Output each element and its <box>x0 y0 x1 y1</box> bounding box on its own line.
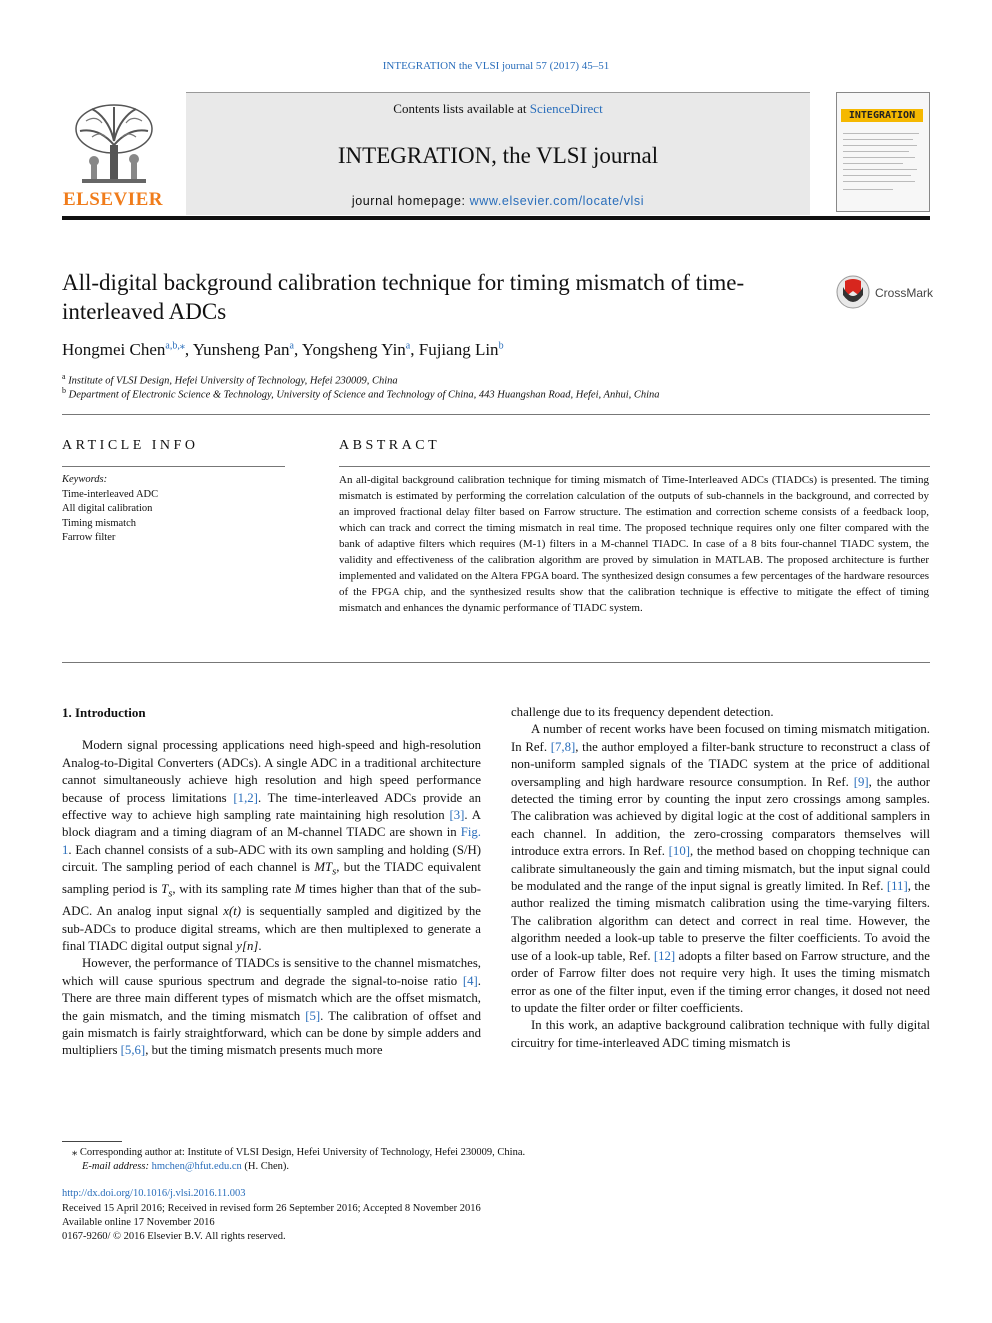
section-heading: 1. Introduction <box>62 705 146 720</box>
cover-line <box>843 139 913 140</box>
paragraph: However, the performance of TIADCs is sensitive to the channel mismatches, which will cause spurious spectrum and degrade the signal-to-noise ratio [4]. There are three main different types of mismatch which are the offset mismatch, the gain mismatch, and the timing mismatch [5]. The calibration of offset and gain mismatch is fairly straightforward, which can be done by simple adders and multipliers [5,6], but the timing mismatch presents much more <box>62 956 481 1058</box>
divider <box>62 662 930 663</box>
author-affiliation-mark[interactable]: b <box>498 340 504 352</box>
cover-line <box>843 151 909 152</box>
crossmark-badge[interactable] <box>836 275 932 311</box>
author-affiliation-mark[interactable]: a <box>405 340 411 352</box>
author-name: Hongmei Chen <box>62 340 166 359</box>
elsevier-tree-icon <box>72 101 156 187</box>
citation-link[interactable]: [9] <box>853 774 869 789</box>
keyword: Farrow filter <box>62 532 116 543</box>
homepage-line <box>186 194 810 208</box>
affiliation-text: Department of Electronic Science & Technology, University of Science and Technology of China, 443 Huangshan Road, Hefei, Anhui, China <box>68 389 660 401</box>
email-link[interactable]: hmchen@hfut.edu.cn <box>151 1161 242 1172</box>
homepage-link[interactable]: www.elsevier.com/locate/vlsi <box>469 194 645 208</box>
affiliation-mark: b <box>62 386 66 395</box>
author[interactable] <box>62 340 193 359</box>
abstract-text: An all-digital background calibration technique for timing mismatch of Time-Interleaved ADCs (TIADCs) is presented. The timing mismatch is estimated by performing the correlation calculation of the outputs of sub-channels in the background, and corrected by an improved fractional delay filter based on Farrow structure. The estimation and correction scheme consists of a feedback loop, which can track and correct the timing mismatch in real time. The proposed technique requires only one filter compared with the bank of adaptive filters which requires (M-1) filters in a M-channel TIADC. In case of a 8 bits four-channel TIADC system, the validity and effectiveness of the calibration algorithm are proved by simulation in MATLAB. The proposed architecture is further implemented and validated on the Altera FPGA board. The synthesized design consumes a few percentages of the hardware resources of the FPGA chip, and the synthesized results show that the calibration technique is effective to mitigate the effect of timing mismatch and enhances the dynamic performance of TIADC system. <box>339 474 929 614</box>
title-line-2: interleaved ADCs <box>62 299 227 324</box>
cover-line <box>843 181 915 182</box>
email-note: E-mail address: hmchen@hfut.edu.cn (H. Chen). <box>82 1161 290 1172</box>
body-left-column <box>62 704 481 1060</box>
citation-link[interactable]: [3] <box>449 808 465 823</box>
cover-line <box>843 175 911 176</box>
divider <box>62 466 285 467</box>
citation-link[interactable]: [1,2] <box>233 790 258 805</box>
citation-link[interactable]: [11] <box>886 879 908 894</box>
cover-line <box>843 189 893 190</box>
doi-link[interactable]: http://dx.doi.org/10.1016/j.vlsi.2016.11.003 <box>62 1188 246 1199</box>
keyword: Timing mismatch <box>62 518 136 529</box>
cover-line <box>843 133 919 134</box>
contents-line <box>186 101 810 117</box>
abstract-heading: ABSTRACT <box>339 438 441 453</box>
paragraph: challenge due to its frequency dependent detection. <box>511 705 774 719</box>
author[interactable] <box>193 340 302 359</box>
cover-line <box>843 169 917 170</box>
affiliation-b <box>62 386 660 401</box>
available-online: Available online 17 November 2016 <box>62 1217 215 1228</box>
paragraph: A number of recent works have been focused on timing mismatch mitigation. In Ref. [7,8], the author employed a filter-bank structure to reconstruct a class of non-uniform sampled signals of the TIADC system at the price of additional oversampling and high hardware resource consumption. In Ref. [9], the author detected the timing error by counting the input zero crossings among samples. The calibration was achieved by digital logic at the cost of additional samplers in each channel. In addition, the zero-crossing comparators themselves will introduce extra errors. In Ref. [10], the method based on chopping technique can calibrate simultaneously the gain and timing mismatch, but the input signal could be modulated and the range of the input signal is greatly limited. In Ref. [11], the author realized the timing mismatch calibration using the time-varying filters. The calibration algorithm can detect and correct in real time. However, the algorithm needed a look-up table to preserve the filter coefficients. To avoid the use of a look-up table, Ref. [12] adopts a filter based on Farrow structure, and the order of Farrow filter does not require very high. It uses the timing mismatch error as one of the filter input, even if the timing error changes, it dosed not need to update the filter order or filter coefficients. <box>511 722 931 1015</box>
article-info-heading: ARTICLE INFO <box>62 438 199 453</box>
elsevier-logo[interactable] <box>62 97 164 215</box>
article-title <box>62 268 822 326</box>
paragraph: Modern signal processing applications need high-speed and high-resolution Analog-to-Digital Converters (ADCs). A single ADC in a traditional architecture cannot simultaneously achieve high resolution and high speed performance because of process limitations [1,2]. The time-interleaved ADCs provide an effective way to achieve high sampling rate maintaining high resolution [3]. A block diagram and a timing diagram of an M-channel TIADC are shown in Fig. 1. Each channel consists of a sub-ADC with its own sampling and holding (S/H) circuit. The sampling period of each channel is $MT_s$, but the TIADC equivalent sampling period is $T_s$, with its sampling rate M times higher than that of the sub-ADC. An analog input signal x(t) is sequentially sampled and digitized by the sub-ADCs to produce digital streams, which are then multiplexed to generate a final TIADC digital output signal y[n]. <box>62 738 482 953</box>
author[interactable] <box>419 340 504 359</box>
crossmark-icon <box>836 275 870 309</box>
title-line-1: All-digital background calibration technique for timing mismatch of time- <box>62 270 745 295</box>
keywords-label: Keywords: <box>62 474 108 485</box>
body-right-column <box>511 704 930 1052</box>
keyword: All digital calibration <box>62 503 153 514</box>
cover-line <box>843 163 903 164</box>
journal-cover[interactable] <box>836 92 930 212</box>
citation-link[interactable]: [5] <box>305 1008 321 1023</box>
author-name: Fujiang Lin <box>418 340 499 359</box>
affiliation-mark: a <box>62 372 66 381</box>
copyright: 0167-9260/ © 2016 Elsevier B.V. All rights reserved. <box>62 1231 286 1242</box>
footnote-rule <box>62 1141 122 1142</box>
author-affiliation-mark[interactable]: a <box>289 340 294 352</box>
journal-title: INTEGRATION, the VLSI journal <box>337 143 659 168</box>
corresponding-author-note: ⁎ Corresponding author at: Institute of VLSI Design, Hefei University of Technology, Hefei 230009, China. <box>72 1147 526 1158</box>
citation-link[interactable]: [12] <box>653 948 676 963</box>
author-name: Yunsheng Pan <box>192 340 290 359</box>
figure-link[interactable]: Fig. 1 <box>62 825 481 857</box>
citation-link[interactable]: [7,8] <box>550 739 576 754</box>
elsevier-wordmark: ELSEVIER <box>62 189 164 210</box>
author-separator: , <box>184 340 193 359</box>
affiliation-a <box>62 372 398 387</box>
paragraph: In this work, an adaptive background calibration technique with fully digital circuitry for time-interleaved ADC timing mismatch is <box>511 1018 930 1050</box>
contents-prefix: Contents lists available at <box>393 101 530 116</box>
masthead-rule <box>62 216 930 220</box>
citation-link[interactable]: [5,6] <box>120 1043 146 1058</box>
author-separator: , <box>294 340 302 359</box>
author-separator: , <box>410 340 419 359</box>
running-header[interactable]: INTEGRATION the VLSI journal 57 (2017) 45–51 <box>382 60 610 72</box>
affiliation-text: Institute of VLSI Design, Hefei University of Technology, Hefei 230009, China <box>68 375 398 387</box>
keyword: Time-interleaved ADC <box>62 489 159 500</box>
citation-link[interactable]: [4] <box>462 973 478 988</box>
author-name: Yongsheng Yin <box>301 340 406 359</box>
homepage-prefix: journal homepage: <box>351 194 470 208</box>
crossmark-label: CrossMark <box>875 286 934 300</box>
author[interactable] <box>302 340 419 359</box>
cover-line <box>843 145 917 146</box>
author-affiliation-mark[interactable]: a,b,⁎ <box>165 340 185 352</box>
cover-line <box>843 157 915 158</box>
cover-title: INTEGRATION <box>848 110 916 121</box>
sciencedirect-link[interactable]: ScienceDirect <box>529 101 603 116</box>
received-dates: Received 15 April 2016; Received in revised form 26 September 2016; Accepted 8 November 2016 <box>62 1203 481 1214</box>
citation-link[interactable]: [10] <box>668 844 690 859</box>
author-list <box>62 340 504 360</box>
masthead <box>186 92 810 215</box>
divider <box>62 414 930 415</box>
divider <box>339 466 930 467</box>
